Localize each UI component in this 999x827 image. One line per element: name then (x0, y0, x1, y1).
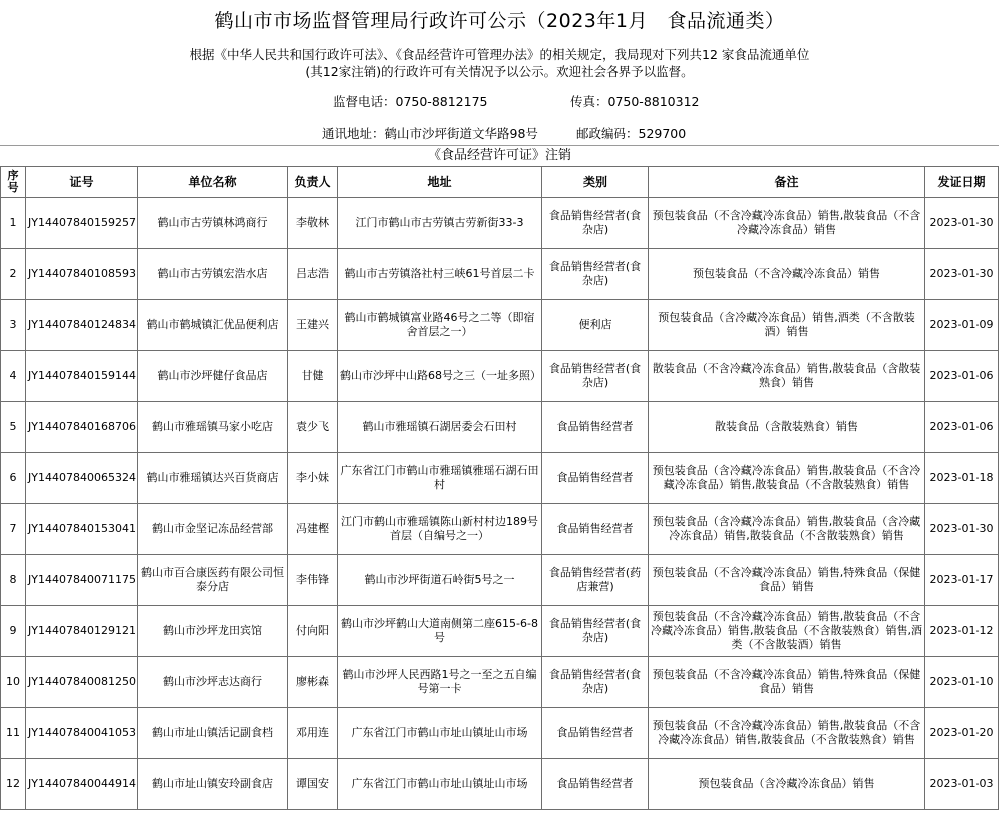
cell-category: 食品销售经营者 (542, 402, 649, 453)
cell-cert: JY14407840108593 (26, 249, 138, 300)
cell-date: 2023-01-03 (925, 759, 999, 810)
cell-category: 食品销售经营者 (542, 504, 649, 555)
cell-note: 预包装食品（含冷藏冷冻食品）销售,散装食品（含冷藏冷冻食品）销售,散装食品（不含散装熟食）销售 (649, 504, 925, 555)
cell-date: 2023-01-30 (925, 249, 999, 300)
cell-name: 鹤山市金坚记冻品经营部 (138, 504, 288, 555)
cell-person: 吕志浩 (288, 249, 338, 300)
cell-name: 鹤山市沙坪健仔食品店 (138, 351, 288, 402)
cell-category: 食品销售经营者(药店兼营) (542, 555, 649, 606)
cell-cert: JY14407840081250 (26, 657, 138, 708)
cell-name: 鹤山市雅瑶镇达兴百货商店 (138, 453, 288, 504)
table-row (1, 657, 999, 708)
cell-person: 谭国安 (288, 759, 338, 810)
cell-cert: JY14407840159144 (26, 351, 138, 402)
cell-person: 邓用连 (288, 708, 338, 759)
cell-name: 鹤山市古劳镇宏浩水店 (138, 249, 288, 300)
cell-note: 预包装食品（含冷藏冷冻食品）销售 (649, 759, 925, 810)
cell-name: 鹤山市古劳镇林鸿商行 (138, 198, 288, 249)
cell-seq: 5 (1, 402, 26, 453)
cell-category: 食品销售经营者 (542, 453, 649, 504)
cell-date: 2023-01-06 (925, 402, 999, 453)
cell-address: 广东省江门市鹤山市址山镇址山市场 (338, 759, 542, 810)
cell-seq: 12 (1, 759, 26, 810)
cell-note: 预包装食品（不含冷藏冷冻食品）销售,散装食品（不含冷藏冷冻食品）销售,散装食品（不含散装熟食）销售,酒类（不含散装酒）销售 (649, 606, 925, 657)
cell-cert: JY14407840124834 (26, 300, 138, 351)
cell-category: 食品销售经营者(食杂店) (542, 198, 649, 249)
table-row (1, 402, 999, 453)
cell-seq: 4 (1, 351, 26, 402)
cell-note: 预包装食品（不含冷藏冷冻食品）销售,特殊食品（保健食品）销售 (649, 657, 925, 708)
intro-text (0, 46, 999, 80)
cell-cert: JY14407840065324 (26, 453, 138, 504)
cell-seq: 11 (1, 708, 26, 759)
cell-name: 鹤山市鹤城镇汇优品便利店 (138, 300, 288, 351)
cell-name: 鹤山市百合康医药有限公司恒泰分店 (138, 555, 288, 606)
cell-address: 鹤山市沙坪鹤山大道南侧第二座615-6-8号 (338, 606, 542, 657)
table-row (1, 504, 999, 555)
table-body (1, 198, 999, 810)
fax-number: 传真：0750-8810312 (570, 94, 700, 109)
cell-person: 廖彬森 (288, 657, 338, 708)
cell-person: 李伟锋 (288, 555, 338, 606)
cell-seq: 2 (1, 249, 26, 300)
cell-cert: JY14407840159257 (26, 198, 138, 249)
cell-category: 食品销售经营者(食杂店) (542, 249, 649, 300)
section-title: 《食品经营许可证》注销 (427, 148, 571, 163)
cell-cert: JY14407840044914 (26, 759, 138, 810)
cell-note: 预包装食品（含冷藏冷冻食品）销售,散装食品（不含冷藏冷冻食品）销售,散装食品（不含散装熟食）销售 (649, 453, 925, 504)
table-row (1, 555, 999, 606)
cell-person: 冯建樫 (288, 504, 338, 555)
cell-address: 江门市鹤山市古劳镇古劳新街33-3 (338, 198, 542, 249)
table-header-row (1, 167, 999, 198)
intro-line-2: (其12家注销)的行政许可有关情况予以公示。欢迎社会各界予以监督。 (305, 64, 694, 79)
header-address: 地址 (338, 167, 542, 198)
cell-date: 2023-01-20 (925, 708, 999, 759)
cell-seq: 1 (1, 198, 26, 249)
cell-date: 2023-01-12 (925, 606, 999, 657)
cell-category: 便利店 (542, 300, 649, 351)
cell-person: 甘健 (288, 351, 338, 402)
cell-address: 鹤山市鹤城镇富业路46号之二等（即宿舍首层之一） (338, 300, 542, 351)
cell-note: 预包装食品（不含冷藏冷冻食品）销售,特殊食品（保健食品）销售 (649, 555, 925, 606)
cell-cert: JY14407840168706 (26, 402, 138, 453)
cell-seq: 8 (1, 555, 26, 606)
table-row (1, 198, 999, 249)
table-row (1, 759, 999, 810)
cell-cert: JY14407840153041 (26, 504, 138, 555)
cell-category: 食品销售经营者(食杂店) (542, 351, 649, 402)
cell-cert: JY14407840129121 (26, 606, 138, 657)
header-cert: 证号 (26, 167, 138, 198)
cell-cert: JY14407840071175 (26, 555, 138, 606)
cell-note: 散装食品（不含冷藏冷冻食品）销售,散装食品（含散装熟食）销售 (649, 351, 925, 402)
cell-note: 预包装食品（含冷藏冷冻食品）销售,酒类（不含散装酒）销售 (649, 300, 925, 351)
cell-address: 鹤山市古劳镇洛社村三峡61号首层二卡 (338, 249, 542, 300)
table-row (1, 351, 999, 402)
table-row (1, 300, 999, 351)
header-category: 类别 (542, 167, 649, 198)
table-row (1, 606, 999, 657)
cell-name: 鹤山市沙坪志达商行 (138, 657, 288, 708)
cell-seq: 9 (1, 606, 26, 657)
cell-address: 江门市鹤山市雅瑶镇陈山新村村边189号首层（自编号之一） (338, 504, 542, 555)
cell-note: 预包装食品（不含冷藏冷冻食品）销售,散装食品（不含冷藏冷冻食品）销售 (649, 198, 925, 249)
cell-category: 食品销售经营者 (542, 759, 649, 810)
cell-address: 鹤山市沙坪人民西路1号之一至之五自编号第一卡 (338, 657, 542, 708)
cell-address: 鹤山市沙坪街道石岭街5号之一 (338, 555, 542, 606)
cell-date: 2023-01-09 (925, 300, 999, 351)
header-block (0, 0, 999, 146)
cell-name: 鹤山市沙坪龙田宾馆 (138, 606, 288, 657)
cell-person: 付向阳 (288, 606, 338, 657)
cell-date: 2023-01-06 (925, 351, 999, 402)
cell-seq: 10 (1, 657, 26, 708)
cell-address: 广东省江门市鹤山市雅瑶镇雅瑶石湖石田村 (338, 453, 542, 504)
cell-date: 2023-01-17 (925, 555, 999, 606)
header-date: 发证日期 (925, 167, 999, 198)
table-row (1, 708, 999, 759)
cell-name: 鹤山市址山镇安玲副食店 (138, 759, 288, 810)
intro-line-1: 根据《中华人民共和国行政许可法》、《食品经营许可管理办法》的相关规定，我局现对下列共12 家食品流通单位 (189, 47, 810, 62)
cell-category: 食品销售经营者(食杂店) (542, 657, 649, 708)
cell-date: 2023-01-10 (925, 657, 999, 708)
cell-date: 2023-01-18 (925, 453, 999, 504)
cell-date: 2023-01-30 (925, 198, 999, 249)
cell-category: 食品销售经营者(食杂店) (542, 606, 649, 657)
cell-address: 广东省江门市鹤山市址山镇址山市场 (338, 708, 542, 759)
header-person: 负责人 (288, 167, 338, 198)
postal-code: 邮政编码：529700 (576, 126, 687, 141)
cell-name: 鹤山市址山镇活记副食档 (138, 708, 288, 759)
cell-address: 鹤山市沙坪中山路68号之三（一址多照） (338, 351, 542, 402)
cell-seq: 7 (1, 504, 26, 555)
header-seq: 序号 (1, 167, 26, 198)
cell-person: 李敬林 (288, 198, 338, 249)
cell-note: 预包装食品（不含冷藏冷冻食品）销售 (649, 249, 925, 300)
cell-person: 袁少飞 (288, 402, 338, 453)
cell-name: 鹤山市雅瑶镇马家小吃店 (138, 402, 288, 453)
cell-cert: JY14407840041053 (26, 708, 138, 759)
page-title: 鹤山市市场监督管理局行政许可公示（2023年1月 食品流通类） (214, 10, 785, 32)
license-table (0, 166, 999, 810)
cell-date: 2023-01-30 (925, 504, 999, 555)
cell-address: 鹤山市雅瑶镇石湖居委会石田村 (338, 402, 542, 453)
table-row (1, 249, 999, 300)
cell-seq: 6 (1, 453, 26, 504)
header-name: 单位名称 (138, 167, 288, 198)
cell-category: 食品销售经营者 (542, 708, 649, 759)
cell-person: 王建兴 (288, 300, 338, 351)
cell-note: 散装食品（含散装熟食）销售 (649, 402, 925, 453)
header-note: 备注 (649, 167, 925, 198)
mailing-address: 通讯地址：鹤山市沙坪街道文华路98号 (322, 126, 538, 141)
supervision-phone: 监督电话：0750-8812175 (333, 94, 488, 109)
cell-note: 预包装食品（不含冷藏冷冻食品）销售,散装食品（不含冷藏冷冻食品）销售,散装食品（不含散装熟食）销售 (649, 708, 925, 759)
cell-seq: 3 (1, 300, 26, 351)
cell-person: 李小妹 (288, 453, 338, 504)
table-row (1, 453, 999, 504)
